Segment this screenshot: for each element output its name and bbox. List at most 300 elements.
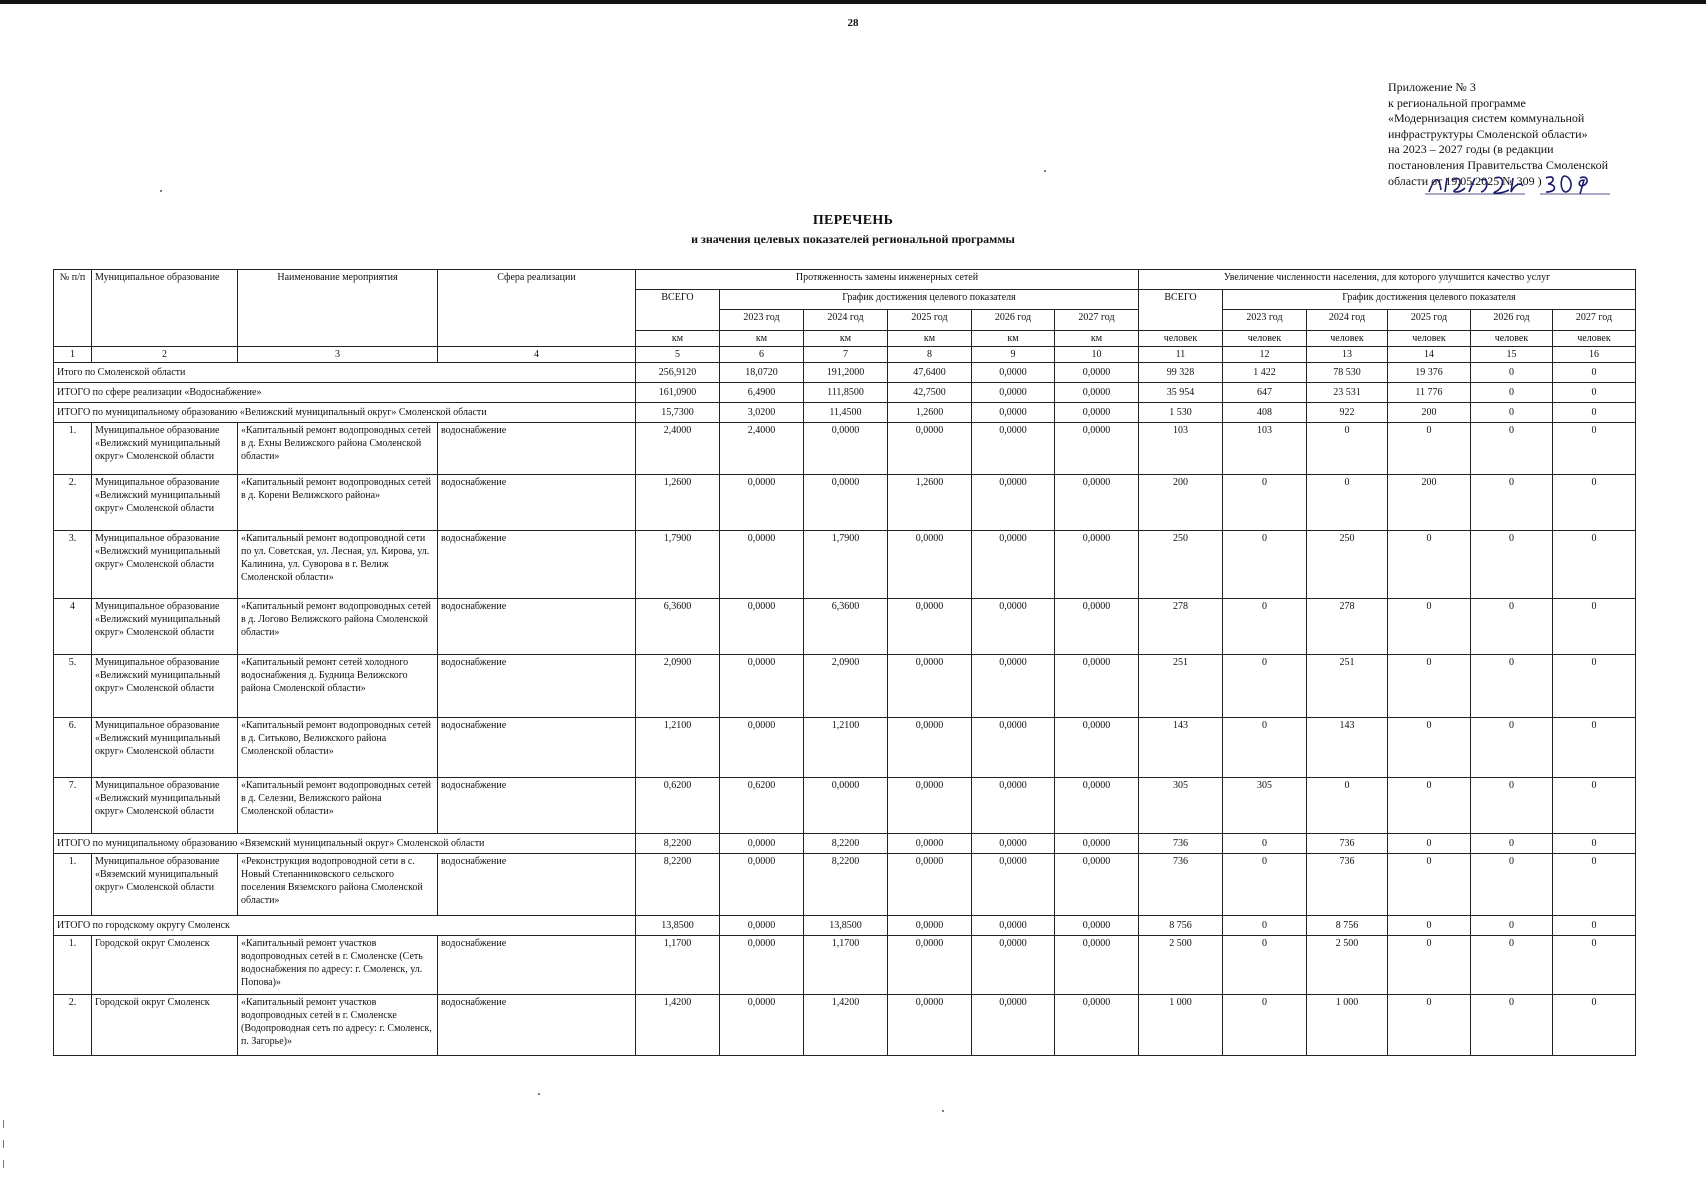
- people-value: 0: [1471, 995, 1553, 1056]
- total-row: [54, 403, 1636, 423]
- people-value: 78 530: [1307, 363, 1388, 383]
- header-group-length: Протяженность замены инженерных сетей: [636, 270, 1139, 290]
- km-value: 1,2100: [804, 718, 888, 778]
- unit-people: человек: [1139, 331, 1223, 347]
- people-value: 736: [1139, 854, 1223, 916]
- km-value: 0,0000: [888, 599, 972, 655]
- event-cell: «Капитальный ремонт водопроводных сетей в д. Корени Велижского района»: [238, 475, 438, 531]
- people-value: 0: [1388, 423, 1471, 475]
- km-value: 0,0000: [888, 778, 972, 834]
- people-value: 251: [1307, 655, 1388, 718]
- km-value: 0,0000: [972, 363, 1055, 383]
- people-value: 0: [1223, 475, 1307, 531]
- people-value: 736: [1139, 834, 1223, 854]
- km-value: 0,0000: [1055, 403, 1139, 423]
- people-value: 8 756: [1307, 916, 1388, 936]
- km-value: 13,8500: [804, 916, 888, 936]
- total-label: ИТОГО по муниципальному образованию «Вяземский муниципальный округ» Смоленской области: [54, 834, 636, 854]
- column-number-row: [54, 347, 1636, 363]
- km-value: 0,0000: [720, 936, 804, 995]
- km-value: 0,0000: [1055, 778, 1139, 834]
- table-row: [54, 778, 1636, 834]
- people-value: 0: [1471, 383, 1553, 403]
- scan-edge-mark: [3, 1140, 4, 1148]
- km-value: 1,1700: [804, 936, 888, 995]
- unit-km: км: [972, 331, 1055, 347]
- appendix-line: инфраструктуры Смоленской области»: [1388, 126, 1588, 141]
- people-value: 305: [1139, 778, 1223, 834]
- column-number: 9: [972, 347, 1055, 363]
- people-value: 0: [1223, 718, 1307, 778]
- km-value: 0,0000: [804, 423, 888, 475]
- table-row: [54, 718, 1636, 778]
- unit-people: человек: [1471, 331, 1553, 347]
- sphere-cell: водоснабжение: [438, 475, 636, 531]
- km-value: 3,0200: [720, 403, 804, 423]
- column-number: 15: [1471, 347, 1553, 363]
- people-value: 143: [1307, 718, 1388, 778]
- event-cell: «Капитальный ремонт водопроводных сетей в д. Логово Велижского района Смоленской области»: [238, 599, 438, 655]
- km-value: 0,0000: [1055, 531, 1139, 599]
- km-value: 0,0000: [972, 655, 1055, 718]
- event-cell: «Реконструкция водопроводной сети в с. Новый Степанниковского сельского поселения Вяземского района Смоленской области»: [238, 854, 438, 916]
- people-value: 0: [1388, 995, 1471, 1056]
- event-cell: «Капитальный ремонт водопроводной сети по ул. Советская, ул. Лесная, ул. Кирова, ул. Калинина, ул. Суворова в г. Велиж Смоленской области»: [238, 531, 438, 599]
- header-year: 2025 год: [888, 310, 972, 331]
- people-value: 0: [1307, 475, 1388, 531]
- total-row: [54, 383, 1636, 403]
- km-value: 2,4000: [720, 423, 804, 475]
- row-number: 2.: [54, 995, 92, 1056]
- appendix-line: к региональной программе: [1388, 95, 1526, 110]
- header-sphere: Сфера реализации: [438, 270, 636, 347]
- km-value: 0,0000: [888, 531, 972, 599]
- appendix-line: области от 19.05.2025 № 309 ): [1388, 173, 1542, 188]
- table-row: [54, 854, 1636, 916]
- total-row: [54, 834, 1636, 854]
- km-value: 0,0000: [888, 423, 972, 475]
- km-value: 0,0000: [888, 936, 972, 995]
- km-value: 0,0000: [972, 936, 1055, 995]
- people-value: 11 776: [1388, 383, 1471, 403]
- sphere-cell: водоснабжение: [438, 423, 636, 475]
- km-value: 0,0000: [888, 854, 972, 916]
- total-row: [54, 363, 1636, 383]
- people-value: 0: [1553, 599, 1636, 655]
- people-value: 0: [1307, 423, 1388, 475]
- total-label: ИТОГО по городскому округу Смоленск: [54, 916, 636, 936]
- table-row: [54, 936, 1636, 995]
- km-value: 0,0000: [1055, 834, 1139, 854]
- km-value: 0,0000: [720, 599, 804, 655]
- people-value: 2 500: [1307, 936, 1388, 995]
- people-value: 0: [1388, 531, 1471, 599]
- people-value: 408: [1223, 403, 1307, 423]
- people-value: 0: [1388, 655, 1471, 718]
- municipality-cell: Муниципальное образование «Велижский муниципальный округ» Смоленской области: [92, 778, 238, 834]
- people-value: 0: [1553, 531, 1636, 599]
- table-row: [54, 599, 1636, 655]
- km-value: 8,2200: [636, 834, 720, 854]
- people-value: 0: [1471, 423, 1553, 475]
- unit-km: км: [804, 331, 888, 347]
- scan-edge-mark: [3, 1160, 4, 1168]
- km-value: 0,0000: [972, 916, 1055, 936]
- people-value: 0: [1471, 936, 1553, 995]
- header-year: 2027 год: [1055, 310, 1139, 331]
- km-value: 0,0000: [1055, 423, 1139, 475]
- document-subtitle: и значения целевых показателей региональной программы: [691, 232, 1015, 246]
- people-value: 0: [1223, 995, 1307, 1056]
- km-value: 111,8500: [804, 383, 888, 403]
- km-value: 15,7300: [636, 403, 720, 423]
- km-value: 0,0000: [1055, 475, 1139, 531]
- row-number: 3.: [54, 531, 92, 599]
- km-value: 0,0000: [888, 834, 972, 854]
- people-value: 0: [1471, 718, 1553, 778]
- header-year: 2023 год: [1223, 310, 1307, 331]
- km-value: 2,0900: [636, 655, 720, 718]
- header-total-people: ВСЕГО: [1139, 290, 1223, 331]
- table-row: [54, 423, 1636, 475]
- km-value: 0,6200: [720, 778, 804, 834]
- km-value: 0,0000: [1055, 363, 1139, 383]
- people-value: 736: [1307, 854, 1388, 916]
- people-value: 0: [1223, 854, 1307, 916]
- municipality-cell: Муниципальное образование «Велижский муниципальный округ» Смоленской области: [92, 475, 238, 531]
- row-number: 7.: [54, 778, 92, 834]
- total-row: [54, 916, 1636, 936]
- km-value: 0,0000: [972, 718, 1055, 778]
- km-value: 0,0000: [804, 778, 888, 834]
- people-value: 0: [1388, 778, 1471, 834]
- km-value: 0,0000: [1055, 854, 1139, 916]
- km-value: 0,6200: [636, 778, 720, 834]
- people-value: 200: [1139, 475, 1223, 531]
- sphere-cell: водоснабжение: [438, 778, 636, 834]
- header-total-km: ВСЕГО: [636, 290, 720, 331]
- header-year: 2026 год: [1471, 310, 1553, 331]
- header-municipality: Муниципальное образование: [92, 270, 238, 347]
- header-year: 2024 год: [804, 310, 888, 331]
- km-value: 8,2200: [636, 854, 720, 916]
- unit-km: км: [720, 331, 804, 347]
- km-value: 0,0000: [1055, 936, 1139, 995]
- row-number: 2.: [54, 475, 92, 531]
- people-value: 0: [1553, 778, 1636, 834]
- municipality-cell: Муниципальное образование «Велижский муниципальный округ» Смоленской области: [92, 718, 238, 778]
- people-value: 35 954: [1139, 383, 1223, 403]
- people-value: 0: [1223, 599, 1307, 655]
- people-value: 278: [1307, 599, 1388, 655]
- km-value: 0,0000: [720, 531, 804, 599]
- people-value: 0: [1471, 363, 1553, 383]
- km-value: 6,3600: [636, 599, 720, 655]
- sphere-cell: водоснабжение: [438, 655, 636, 718]
- km-value: 0,0000: [720, 916, 804, 936]
- people-value: 0: [1553, 383, 1636, 403]
- km-value: 1,2600: [636, 475, 720, 531]
- column-number: 2: [92, 347, 238, 363]
- header-year: 2024 год: [1307, 310, 1388, 331]
- km-value: 0,0000: [972, 834, 1055, 854]
- people-value: 0: [1388, 718, 1471, 778]
- column-number: 4: [438, 347, 636, 363]
- unit-km: км: [636, 331, 720, 347]
- km-value: 1,4200: [804, 995, 888, 1056]
- people-value: 0: [1388, 936, 1471, 995]
- document-title: ПЕРЕЧЕНЬ: [812, 213, 894, 228]
- row-number: 4: [54, 599, 92, 655]
- header-schedule-people: График достижения целевого показателя: [1223, 290, 1636, 310]
- km-value: 18,0720: [720, 363, 804, 383]
- people-value: 250: [1139, 531, 1223, 599]
- column-number: 8: [888, 347, 972, 363]
- scan-speck: [1044, 170, 1046, 172]
- people-value: 0: [1471, 475, 1553, 531]
- km-value: 13,8500: [636, 916, 720, 936]
- km-value: 1,4200: [636, 995, 720, 1056]
- appendix-line: постановления Правительства Смоленской: [1388, 157, 1609, 172]
- km-value: 0,0000: [888, 995, 972, 1056]
- sphere-cell: водоснабжение: [438, 531, 636, 599]
- header-year: 2027 год: [1553, 310, 1636, 331]
- row-number: 5.: [54, 655, 92, 718]
- people-value: 922: [1307, 403, 1388, 423]
- header-num: № п/п: [54, 270, 92, 347]
- people-value: 0: [1471, 655, 1553, 718]
- municipality-cell: Муниципальное образование «Велижский муниципальный округ» Смоленской области: [92, 655, 238, 718]
- header-group-population: Увеличение численности населения, для которого улучшится качество услуг: [1139, 270, 1636, 290]
- km-value: 42,7500: [888, 383, 972, 403]
- people-value: 0: [1223, 531, 1307, 599]
- km-value: 1,7900: [636, 531, 720, 599]
- km-value: 1,7900: [804, 531, 888, 599]
- km-value: 0,0000: [720, 475, 804, 531]
- people-value: 647: [1223, 383, 1307, 403]
- km-value: 0,0000: [888, 718, 972, 778]
- people-value: 0: [1553, 403, 1636, 423]
- event-cell: «Капитальный ремонт водопроводных сетей в д. Ехны Велижского района Смоленской области»: [238, 423, 438, 475]
- people-value: 1 000: [1139, 995, 1223, 1056]
- column-number: 6: [720, 347, 804, 363]
- km-value: 0,0000: [972, 423, 1055, 475]
- row-number: 1.: [54, 936, 92, 995]
- municipality-cell: Муниципальное образование «Вяземский муниципальный округ» Смоленской области: [92, 854, 238, 916]
- column-number: 10: [1055, 347, 1139, 363]
- km-value: 0,0000: [720, 718, 804, 778]
- scan-speck: [160, 190, 162, 192]
- table-row: [54, 531, 1636, 599]
- km-value: 0,0000: [720, 834, 804, 854]
- people-value: 2 500: [1139, 936, 1223, 995]
- people-value: 1 530: [1139, 403, 1223, 423]
- unit-people: человек: [1307, 331, 1388, 347]
- column-number: 1: [54, 347, 92, 363]
- km-value: 2,0900: [804, 655, 888, 718]
- people-value: 0: [1223, 834, 1307, 854]
- km-value: 0,0000: [1055, 383, 1139, 403]
- people-value: 0: [1471, 834, 1553, 854]
- km-value: 0,0000: [1055, 718, 1139, 778]
- people-value: 103: [1223, 423, 1307, 475]
- event-cell: «Капитальный ремонт водопроводных сетей в д. Селезни, Велижского района Смоленской области»: [238, 778, 438, 834]
- scan-edge-mark: [3, 1120, 4, 1128]
- km-value: 1,1700: [636, 936, 720, 995]
- people-value: 0: [1307, 778, 1388, 834]
- column-number: 3: [238, 347, 438, 363]
- people-value: 8 756: [1139, 916, 1223, 936]
- municipality-cell: Городской округ Смоленск: [92, 936, 238, 995]
- sphere-cell: водоснабжение: [438, 936, 636, 995]
- km-value: 191,2000: [804, 363, 888, 383]
- km-value: 0,0000: [972, 403, 1055, 423]
- scan-speck: [538, 1093, 540, 1095]
- people-value: 0: [1471, 916, 1553, 936]
- table-row: [54, 995, 1636, 1056]
- table-row: [54, 475, 1636, 531]
- km-value: 0,0000: [888, 916, 972, 936]
- km-value: 0,0000: [888, 655, 972, 718]
- km-value: 0,0000: [972, 383, 1055, 403]
- header-year: 2025 год: [1388, 310, 1471, 331]
- municipality-cell: Муниципальное образование «Велижский муниципальный округ» Смоленской области: [92, 599, 238, 655]
- people-value: 736: [1307, 834, 1388, 854]
- sphere-cell: водоснабжение: [438, 995, 636, 1056]
- column-number: 7: [804, 347, 888, 363]
- municipality-cell: Городской округ Смоленск: [92, 995, 238, 1056]
- people-value: 251: [1139, 655, 1223, 718]
- km-value: 2,4000: [636, 423, 720, 475]
- event-cell: «Капитальный ремонт водопроводных сетей в д. Ситьково, Велижского района Смоленской области»: [238, 718, 438, 778]
- people-value: 0: [1471, 778, 1553, 834]
- total-label: ИТОГО по сфере реализации «Водоснабжение»: [54, 383, 636, 403]
- people-value: 0: [1223, 936, 1307, 995]
- people-value: 200: [1388, 403, 1471, 423]
- km-value: 0,0000: [720, 655, 804, 718]
- km-value: 11,4500: [804, 403, 888, 423]
- event-cell: «Капитальный ремонт участков водопроводных сетей в г. Смоленске (Водопроводная сеть по адресу: г. Смоленск, п. Загорье)»: [238, 995, 438, 1056]
- km-value: 0,0000: [720, 854, 804, 916]
- column-number: 11: [1139, 347, 1223, 363]
- km-value: 0,0000: [972, 531, 1055, 599]
- total-label: ИТОГО по муниципальному образованию «Велижский муниципальный округ» Смоленской области: [54, 403, 636, 423]
- km-value: 256,9120: [636, 363, 720, 383]
- km-value: 161,0900: [636, 383, 720, 403]
- municipality-cell: Муниципальное образование «Велижский муниципальный округ» Смоленской области: [92, 531, 238, 599]
- km-value: 0,0000: [972, 995, 1055, 1056]
- people-value: 0: [1553, 423, 1636, 475]
- km-value: 47,6400: [888, 363, 972, 383]
- unit-people: человек: [1223, 331, 1307, 347]
- people-value: 0: [1553, 475, 1636, 531]
- km-value: 8,2200: [804, 854, 888, 916]
- row-number: 6.: [54, 718, 92, 778]
- people-value: 0: [1553, 854, 1636, 916]
- page-number: 28: [847, 17, 859, 29]
- people-value: 0: [1223, 916, 1307, 936]
- km-value: 0,0000: [1055, 655, 1139, 718]
- unit-people: человек: [1553, 331, 1636, 347]
- people-value: 0: [1553, 655, 1636, 718]
- scan-top-border: [0, 0, 1706, 4]
- people-value: 0: [1471, 854, 1553, 916]
- people-value: 0: [1223, 655, 1307, 718]
- km-value: 0,0000: [1055, 916, 1139, 936]
- unit-km: км: [1055, 331, 1139, 347]
- people-value: 0: [1388, 834, 1471, 854]
- appendix-line: на 2023 – 2027 годы (в редакции: [1388, 142, 1554, 157]
- row-number: 1.: [54, 423, 92, 475]
- people-value: 0: [1388, 854, 1471, 916]
- people-value: 0: [1553, 834, 1636, 854]
- row-number: 1.: [54, 854, 92, 916]
- km-value: 0,0000: [972, 475, 1055, 531]
- sphere-cell: водоснабжение: [438, 854, 636, 916]
- handwritten-number-signature: [1540, 172, 1610, 196]
- people-value: 0: [1553, 995, 1636, 1056]
- people-value: 0: [1471, 403, 1553, 423]
- people-value: 0: [1388, 916, 1471, 936]
- people-value: 0: [1553, 718, 1636, 778]
- total-label: Итого по Смоленской области: [54, 363, 636, 383]
- column-number: 16: [1553, 347, 1636, 363]
- header-year: 2026 год: [972, 310, 1055, 331]
- appendix-line: «Модернизация систем коммунальной: [1388, 111, 1585, 126]
- people-value: 0: [1553, 363, 1636, 383]
- unit-people: человек: [1388, 331, 1471, 347]
- people-value: 1 422: [1223, 363, 1307, 383]
- sphere-cell: водоснабжение: [438, 718, 636, 778]
- people-value: 0: [1471, 531, 1553, 599]
- header-event: Наименование мероприятия: [238, 270, 438, 347]
- people-value: 250: [1307, 531, 1388, 599]
- km-value: 0,0000: [972, 778, 1055, 834]
- header-year: 2023 год: [720, 310, 804, 331]
- km-value: 1,2600: [888, 403, 972, 423]
- km-value: 8,2200: [804, 834, 888, 854]
- event-cell: «Капитальный ремонт участков водопроводных сетей в г. Смоленске (Сеть водоснабжения по адресу: г. Смоленск, ул. Попова)»: [238, 936, 438, 995]
- sphere-cell: водоснабжение: [438, 599, 636, 655]
- people-value: 0: [1388, 599, 1471, 655]
- people-value: 0: [1471, 599, 1553, 655]
- people-value: 305: [1223, 778, 1307, 834]
- km-value: 0,0000: [972, 854, 1055, 916]
- people-value: 19 376: [1388, 363, 1471, 383]
- column-number: 14: [1388, 347, 1471, 363]
- handwritten-date-signature: [1425, 172, 1525, 196]
- appendix-line: Приложение № 3: [1388, 80, 1476, 94]
- km-value: 0,0000: [1055, 599, 1139, 655]
- people-value: 103: [1139, 423, 1223, 475]
- km-value: 0,0000: [972, 599, 1055, 655]
- municipality-cell: Муниципальное образование «Велижский муниципальный округ» Смоленской области: [92, 423, 238, 475]
- km-value: 6,4900: [720, 383, 804, 403]
- people-value: 1 000: [1307, 995, 1388, 1056]
- km-value: 1,2100: [636, 718, 720, 778]
- people-value: 23 531: [1307, 383, 1388, 403]
- table-row: [54, 655, 1636, 718]
- people-value: 0: [1553, 936, 1636, 995]
- unit-km: км: [888, 331, 972, 347]
- people-value: 99 328: [1139, 363, 1223, 383]
- km-value: 6,3600: [804, 599, 888, 655]
- people-value: 143: [1139, 718, 1223, 778]
- scan-speck: [942, 1110, 944, 1112]
- people-value: 278: [1139, 599, 1223, 655]
- indicators-table: [53, 269, 1636, 1056]
- column-number: 5: [636, 347, 720, 363]
